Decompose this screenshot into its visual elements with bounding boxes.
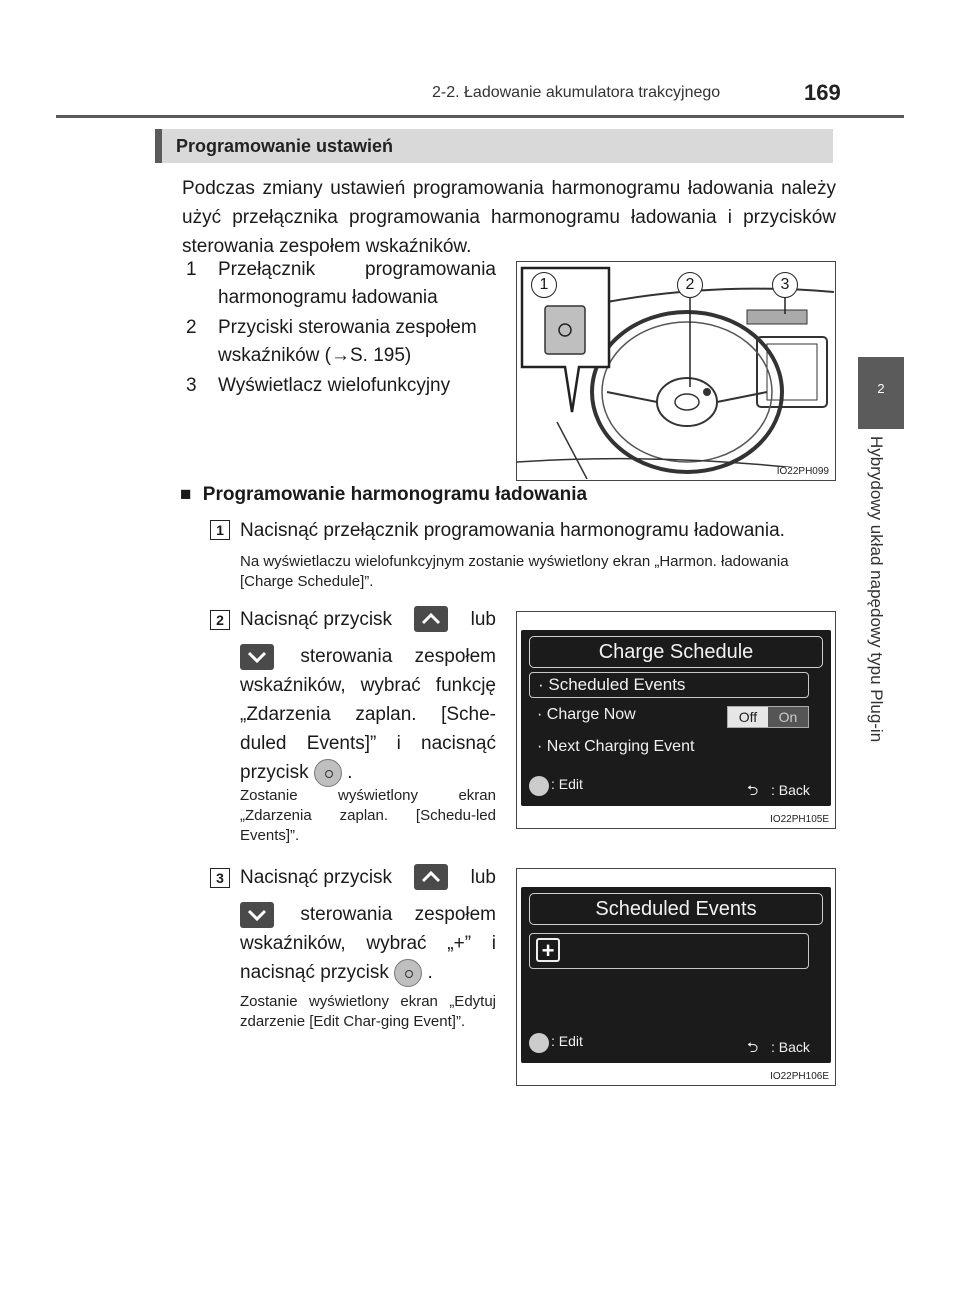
menu-item-next-charging-event: · Next Charging Event: [537, 738, 695, 755]
back-arrow-icon: ⮌: [747, 1039, 759, 1055]
running-header-section: 2-2. Ładowanie akumulatora trakcyjnego: [432, 84, 721, 101]
step-2-text: [240, 604, 496, 787]
menu-item-scheduled-events: · Scheduled Events: [529, 672, 809, 698]
chapter-tab-number: 2: [877, 381, 885, 396]
charge-now-toggle: [727, 706, 809, 728]
edit-hint: : Edit: [551, 776, 583, 792]
figure-code: IO22PH099: [776, 466, 829, 477]
back-hint: : Back: [771, 1039, 810, 1055]
plus-icon: +: [536, 938, 560, 962]
step-1-text: Nacisnąć przełącznik programowania harmonogramu ładowania.: [240, 520, 785, 541]
down-arrow-button-icon: [240, 644, 274, 670]
step-text-part: Nacisnąć przycisk: [240, 608, 393, 630]
down-arrow-button-icon: [240, 902, 274, 928]
callout-number: 1: [186, 259, 197, 280]
step-number: 1: [210, 520, 230, 540]
chapter-tab: [858, 357, 904, 429]
up-arrow-button-icon: [414, 864, 448, 890]
edit-hint: : Edit: [551, 1033, 583, 1049]
section-title-box: [155, 129, 833, 163]
figure-code: IO22PH105E: [770, 814, 829, 825]
ok-icon: [529, 1033, 549, 1053]
chapter-title-vertical: [862, 436, 886, 796]
intro-paragraph: Podczas zmiany ustawień programowania harmonogramu ładowania należy użyć przełącznika programowania harmonogramu ładowania i przycisków sterowania zespołem wskaźników.: [182, 178, 836, 257]
section-title: Programowanie ustawień: [176, 136, 394, 156]
step-text-part: .: [347, 762, 353, 783]
step-text-part: lub: [470, 866, 496, 888]
toggle-off: Off: [728, 707, 768, 727]
figure-scheduled-events: [516, 868, 836, 1086]
screen-title: Charge Schedule: [529, 636, 823, 668]
header-rule: [56, 115, 904, 118]
callout-text: Wyświetlacz wielofunkcyjny: [218, 375, 451, 396]
figure-dashboard: [516, 261, 836, 481]
figure-marker-2: 2: [677, 272, 703, 298]
page-number: 169: [804, 80, 841, 105]
figure-marker-3: 3: [772, 272, 798, 298]
chapter-title: Hybrydowy układ napędowy typu Plug-in: [867, 436, 886, 743]
callout-3: [186, 372, 496, 400]
display-screen: [521, 630, 831, 806]
callout-1: [186, 256, 496, 312]
up-arrow-button-icon: [414, 606, 448, 632]
figure-marker-1: 1: [531, 272, 557, 298]
callout-number: 3: [186, 375, 197, 396]
step-3-text: [240, 862, 496, 987]
figure-charge-schedule: [516, 611, 836, 829]
step-text-part: sterowania zespołem wskaźników, wybrać funkcję „Zdarzenia zaplan. [Sche-duled Events]” i nacisnąć przycisk: [240, 646, 497, 783]
ok-icon: [529, 776, 549, 796]
step-1-note: Na wyświetlaczu wielofunkcyjnym zostanie wyświetlony ekran „Harmon. ładowania [Charge Schedule]”.: [240, 553, 789, 590]
step-number: 2: [210, 610, 230, 630]
callout-text: Przyciski sterowania zespołem wskaźników (→S. 195): [218, 317, 477, 366]
menu-item-charge-now: · Charge Now: [537, 706, 636, 723]
add-event-row: [529, 933, 809, 969]
step-text-part: sterowania zespołem wskaźników, wybrać „+” i nacisnąć przycisk: [240, 904, 497, 983]
step-number: 3: [210, 868, 230, 888]
callout-text: Przełącznik programowania harmonogramu ładowania: [218, 259, 496, 308]
step-text-part: Nacisnąć przycisk: [240, 866, 393, 888]
ok-button-icon: [394, 959, 422, 987]
square-bullet-icon: ■: [180, 484, 192, 505]
callout-number: 2: [186, 317, 197, 338]
step-3-note: Zostanie wyświetlony ekran „Edytuj zdarzenie [Edit Char-ging Event]”.: [240, 993, 496, 1030]
back-hint: : Back: [771, 782, 810, 798]
toggle-on: On: [768, 707, 808, 727]
step-text-part: lub: [470, 608, 496, 630]
figure-code: IO22PH106E: [770, 1071, 829, 1082]
callout-2: [186, 314, 496, 370]
screen-title: Scheduled Events: [529, 893, 823, 925]
subsection-title: Programowanie harmonogramu ładowania: [202, 484, 588, 505]
ok-button-icon: [314, 759, 342, 787]
display-screen: [521, 887, 831, 1063]
step-2-note: Zostanie wyświetlony ekran „Zdarzenia zaplan. [Schedu-led Events]”.: [240, 787, 496, 844]
step-text-part: .: [427, 962, 433, 983]
subsection-heading: [180, 484, 587, 506]
back-arrow-icon: ⮌: [747, 782, 759, 798]
